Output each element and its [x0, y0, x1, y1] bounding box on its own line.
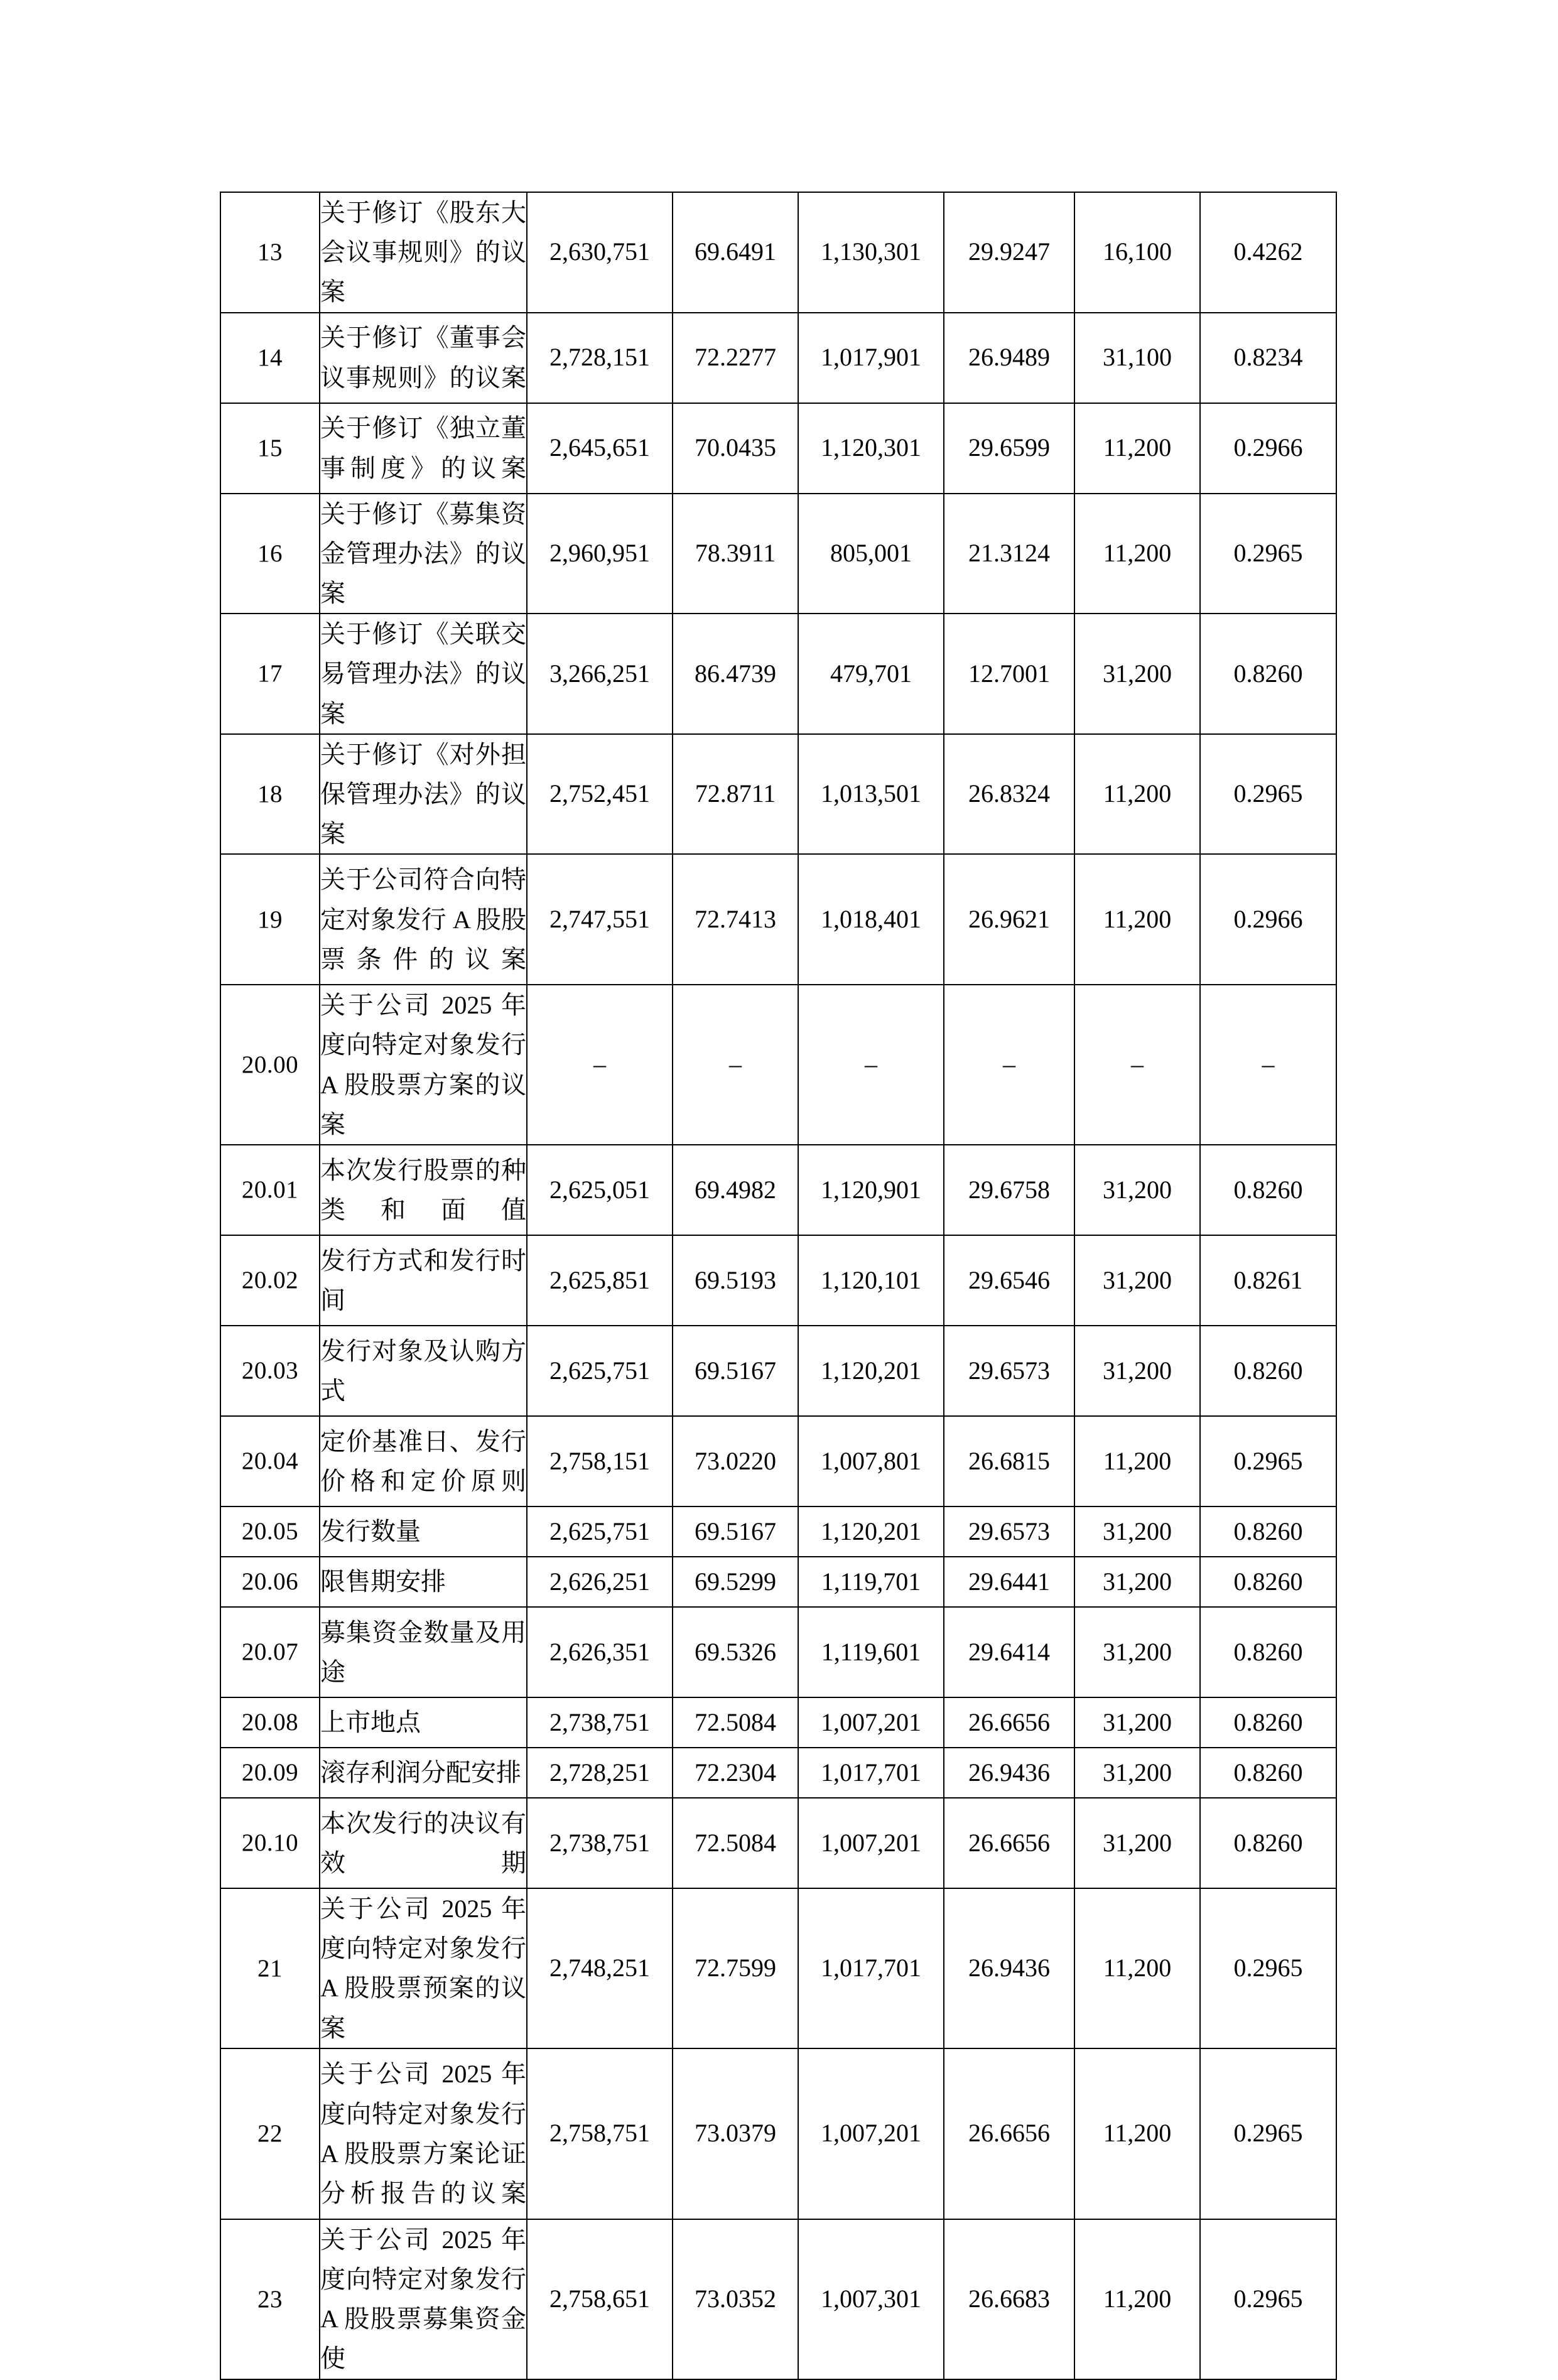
- against-percent-cell: 26.6815: [944, 1416, 1074, 1506]
- table-row: [220, 1697, 1336, 1748]
- abstain-percent-cell: 0.2966: [1200, 854, 1336, 985]
- abstain-percent-cell: 0.2965: [1200, 1416, 1336, 1506]
- agree-cell: 2,960,951: [527, 494, 673, 614]
- proposal-title-cell: 关于公司符合向特定对象发行 A 股股票条件的议案: [320, 854, 527, 985]
- proposal-number-cell: 20.01: [220, 1145, 320, 1235]
- abstain-percent-cell: –: [1200, 985, 1336, 1145]
- proposal-title-cell: 关于修订《关联交易管理办法》的议案: [320, 614, 527, 734]
- abstain-cell: 31,200: [1074, 1557, 1200, 1607]
- proposal-title-cell: 发行方式和发行时间: [320, 1235, 527, 1326]
- table-row: [220, 2048, 1336, 2219]
- agree-cell: 2,625,851: [527, 1235, 673, 1326]
- table-row: [220, 1235, 1336, 1326]
- table-row: [220, 1506, 1336, 1557]
- agree-cell: 2,752,451: [527, 734, 673, 855]
- table-row: [220, 1748, 1336, 1798]
- against-cell: 1,120,901: [798, 1145, 944, 1235]
- abstain-percent-cell: 0.8260: [1200, 1697, 1336, 1748]
- agree-cell: –: [527, 985, 673, 1145]
- agree-cell: 2,738,751: [527, 1697, 673, 1748]
- abstain-cell: 11,200: [1074, 2219, 1200, 2379]
- proposal-number-cell: 21: [220, 1888, 320, 2048]
- proposal-title-cell: 滚存利润分配安排: [320, 1748, 527, 1798]
- abstain-cell: 31,200: [1074, 1326, 1200, 1416]
- against-cell: 479,701: [798, 614, 944, 734]
- agree-percent-cell: 72.7413: [673, 854, 798, 985]
- agree-cell: 2,630,751: [527, 192, 673, 313]
- agree-percent-cell: 69.5167: [673, 1506, 798, 1557]
- agree-cell: 2,747,551: [527, 854, 673, 985]
- agree-cell: 2,626,351: [527, 1607, 673, 1697]
- against-cell: 1,120,101: [798, 1235, 944, 1326]
- against-cell: 1,017,901: [798, 313, 944, 403]
- proposal-title-cell: 上市地点: [320, 1697, 527, 1748]
- agree-percent-cell: 69.5326: [673, 1607, 798, 1697]
- against-cell: 1,007,201: [798, 1697, 944, 1748]
- against-cell: 1,119,701: [798, 1557, 944, 1607]
- abstain-cell: 11,200: [1074, 1416, 1200, 1506]
- abstain-cell: 31,200: [1074, 1235, 1200, 1326]
- agree-cell: 2,748,251: [527, 1888, 673, 2048]
- proposal-number-cell: 20.02: [220, 1235, 320, 1326]
- against-percent-cell: 29.6441: [944, 1557, 1074, 1607]
- table-row: [220, 734, 1336, 855]
- table-row: [220, 1326, 1336, 1416]
- agree-percent-cell: 86.4739: [673, 614, 798, 734]
- table-row: [220, 1416, 1336, 1506]
- agree-cell: 2,626,251: [527, 1557, 673, 1607]
- agree-cell: 2,758,651: [527, 2219, 673, 2379]
- table-row: [220, 2219, 1336, 2379]
- proposal-title-cell: 本次发行股票的种类和面值: [320, 1145, 527, 1235]
- proposal-number-cell: 20.05: [220, 1506, 320, 1557]
- vote-results-table: [220, 192, 1337, 2380]
- abstain-percent-cell: 0.8234: [1200, 313, 1336, 403]
- table-row: [220, 1888, 1336, 2048]
- proposal-title-cell: 募集资金数量及用途: [320, 1607, 527, 1697]
- table-row: [220, 1798, 1336, 1888]
- agree-percent-cell: 70.0435: [673, 403, 798, 494]
- abstain-cell: 11,200: [1074, 403, 1200, 494]
- against-cell: 1,120,301: [798, 403, 944, 494]
- agree-percent-cell: 69.5167: [673, 1326, 798, 1416]
- agree-cell: 2,758,151: [527, 1416, 673, 1506]
- abstain-cell: 31,200: [1074, 1506, 1200, 1557]
- abstain-percent-cell: 0.8260: [1200, 614, 1336, 734]
- against-cell: 1,017,701: [798, 1888, 944, 2048]
- abstain-cell: 16,100: [1074, 192, 1200, 313]
- against-percent-cell: 29.6414: [944, 1607, 1074, 1697]
- proposal-title-cell: 关于修订《募集资金管理办法》的议案: [320, 494, 527, 614]
- abstain-percent-cell: 0.8260: [1200, 1145, 1336, 1235]
- vote-results-table-container: [220, 192, 1336, 2380]
- agree-percent-cell: 72.2277: [673, 313, 798, 403]
- abstain-percent-cell: 0.8260: [1200, 1557, 1336, 1607]
- proposal-number-cell: 14: [220, 313, 320, 403]
- against-percent-cell: 21.3124: [944, 494, 1074, 614]
- proposal-title-cell: 关于修订《对外担保管理办法》的议案: [320, 734, 527, 855]
- against-cell: 1,120,201: [798, 1506, 944, 1557]
- abstain-percent-cell: 0.8261: [1200, 1235, 1336, 1326]
- table-row: [220, 1145, 1336, 1235]
- proposal-title-cell: 关于公司 2025 年度向特定对象发行 A 股股票方案论证分析报告的议案: [320, 2048, 527, 2219]
- abstain-percent-cell: 0.4262: [1200, 192, 1336, 313]
- abstain-percent-cell: 0.2965: [1200, 1888, 1336, 2048]
- abstain-cell: 31,200: [1074, 1798, 1200, 1888]
- agree-cell: 2,625,051: [527, 1145, 673, 1235]
- abstain-cell: 11,200: [1074, 1888, 1200, 2048]
- against-percent-cell: 26.6656: [944, 1798, 1074, 1888]
- against-cell: 1,007,201: [798, 1798, 944, 1888]
- agree-percent-cell: 73.0379: [673, 2048, 798, 2219]
- table-row: [220, 192, 1336, 313]
- against-percent-cell: 29.6573: [944, 1326, 1074, 1416]
- against-percent-cell: 29.6573: [944, 1506, 1074, 1557]
- abstain-cell: –: [1074, 985, 1200, 1145]
- abstain-percent-cell: 0.2965: [1200, 494, 1336, 614]
- against-cell: 1,018,401: [798, 854, 944, 985]
- proposal-number-cell: 20.03: [220, 1326, 320, 1416]
- agree-percent-cell: 72.7599: [673, 1888, 798, 2048]
- against-percent-cell: 26.6656: [944, 1697, 1074, 1748]
- abstain-percent-cell: 0.2966: [1200, 403, 1336, 494]
- table-row: [220, 854, 1336, 985]
- agree-percent-cell: 73.0220: [673, 1416, 798, 1506]
- agree-percent-cell: 72.2304: [673, 1748, 798, 1798]
- agree-cell: 2,728,151: [527, 313, 673, 403]
- against-cell: 1,130,301: [798, 192, 944, 313]
- agree-percent-cell: 69.6491: [673, 192, 798, 313]
- table-row: [220, 1557, 1336, 1607]
- abstain-percent-cell: 0.2965: [1200, 734, 1336, 855]
- agree-cell: 2,728,251: [527, 1748, 673, 1798]
- proposal-number-cell: 20.09: [220, 1748, 320, 1798]
- abstain-cell: 31,100: [1074, 313, 1200, 403]
- proposal-title-cell: 本次发行的决议有效期: [320, 1798, 527, 1888]
- proposal-title-cell: 关于公司 2025 年度向特定对象发行 A 股股票募集资金使: [320, 2219, 527, 2379]
- agree-percent-cell: 69.5193: [673, 1235, 798, 1326]
- agree-percent-cell: 72.5084: [673, 1798, 798, 1888]
- abstain-cell: 11,200: [1074, 854, 1200, 985]
- proposal-number-cell: 20.07: [220, 1607, 320, 1697]
- proposal-number-cell: 20.06: [220, 1557, 320, 1607]
- proposal-title-cell: 限售期安排: [320, 1557, 527, 1607]
- agree-percent-cell: 78.3911: [673, 494, 798, 614]
- against-cell: 1,119,601: [798, 1607, 944, 1697]
- agree-cell: 2,625,751: [527, 1326, 673, 1416]
- table-row: [220, 494, 1336, 614]
- abstain-cell: 11,200: [1074, 494, 1200, 614]
- abstain-percent-cell: 0.2965: [1200, 2048, 1336, 2219]
- against-percent-cell: 29.6599: [944, 403, 1074, 494]
- against-percent-cell: 26.9436: [944, 1748, 1074, 1798]
- against-percent-cell: 26.9621: [944, 854, 1074, 985]
- proposal-number-cell: 23: [220, 2219, 320, 2379]
- proposal-title-cell: 定价基准日、发行价格和定价原则: [320, 1416, 527, 1506]
- against-percent-cell: 12.7001: [944, 614, 1074, 734]
- proposal-number-cell: 20.10: [220, 1798, 320, 1888]
- proposal-number-cell: 17: [220, 614, 320, 734]
- agree-percent-cell: 73.0352: [673, 2219, 798, 2379]
- abstain-cell: 31,200: [1074, 1748, 1200, 1798]
- table-row: [220, 985, 1336, 1145]
- abstain-cell: 31,200: [1074, 1607, 1200, 1697]
- abstain-cell: 31,200: [1074, 1145, 1200, 1235]
- against-percent-cell: 29.6758: [944, 1145, 1074, 1235]
- table-row: [220, 403, 1336, 494]
- proposal-number-cell: 13: [220, 192, 320, 313]
- proposal-number-cell: 20.04: [220, 1416, 320, 1506]
- against-cell: –: [798, 985, 944, 1145]
- against-percent-cell: 26.6683: [944, 2219, 1074, 2379]
- against-percent-cell: 26.8324: [944, 734, 1074, 855]
- vote-results-table-body: [220, 192, 1336, 2379]
- abstain-percent-cell: 0.8260: [1200, 1506, 1336, 1557]
- agree-cell: 2,625,751: [527, 1506, 673, 1557]
- agree-cell: 2,758,751: [527, 2048, 673, 2219]
- table-row: [220, 1607, 1336, 1697]
- proposal-number-cell: 20.08: [220, 1697, 320, 1748]
- agree-cell: 2,645,651: [527, 403, 673, 494]
- abstain-cell: 11,200: [1074, 2048, 1200, 2219]
- agree-percent-cell: –: [673, 985, 798, 1145]
- proposal-number-cell: 22: [220, 2048, 320, 2219]
- agree-percent-cell: 72.8711: [673, 734, 798, 855]
- against-cell: 1,017,701: [798, 1748, 944, 1798]
- proposal-title-cell: 关于修订《董事会议事规则》的议案: [320, 313, 527, 403]
- against-cell: 805,001: [798, 494, 944, 614]
- against-percent-cell: 29.6546: [944, 1235, 1074, 1326]
- against-cell: 1,007,201: [798, 2048, 944, 2219]
- proposal-title-cell: 关于公司 2025 年度向特定对象发行 A 股股票预案的议案: [320, 1888, 527, 2048]
- proposal-title-cell: 发行对象及认购方式: [320, 1326, 527, 1416]
- proposal-number-cell: 15: [220, 403, 320, 494]
- table-row: [220, 614, 1336, 734]
- proposal-number-cell: 19: [220, 854, 320, 985]
- against-cell: 1,120,201: [798, 1326, 944, 1416]
- abstain-cell: 31,200: [1074, 1697, 1200, 1748]
- agree-percent-cell: 69.5299: [673, 1557, 798, 1607]
- agree-cell: 3,266,251: [527, 614, 673, 734]
- abstain-percent-cell: 0.8260: [1200, 1326, 1336, 1416]
- abstain-cell: 11,200: [1074, 734, 1200, 855]
- abstain-percent-cell: 0.8260: [1200, 1798, 1336, 1888]
- proposal-number-cell: 18: [220, 734, 320, 855]
- proposal-title-cell: 发行数量: [320, 1506, 527, 1557]
- abstain-cell: 31,200: [1074, 614, 1200, 734]
- abstain-percent-cell: 0.8260: [1200, 1748, 1336, 1798]
- table-row: [220, 313, 1336, 403]
- proposal-number-cell: 16: [220, 494, 320, 614]
- agree-percent-cell: 69.4982: [673, 1145, 798, 1235]
- against-percent-cell: 29.9247: [944, 192, 1074, 313]
- proposal-title-cell: 关于公司 2025 年度向特定对象发行 A 股股票方案的议案: [320, 985, 527, 1145]
- against-cell: 1,013,501: [798, 734, 944, 855]
- abstain-percent-cell: 0.8260: [1200, 1607, 1336, 1697]
- against-percent-cell: 26.9436: [944, 1888, 1074, 2048]
- against-percent-cell: –: [944, 985, 1074, 1145]
- against-percent-cell: 26.9489: [944, 313, 1074, 403]
- abstain-percent-cell: 0.2965: [1200, 2219, 1336, 2379]
- agree-percent-cell: 72.5084: [673, 1697, 798, 1748]
- proposal-title-cell: 关于修订《股东大会议事规则》的议案: [320, 192, 527, 313]
- against-percent-cell: 26.6656: [944, 2048, 1074, 2219]
- proposal-number-cell: 20.00: [220, 985, 320, 1145]
- agree-cell: 2,738,751: [527, 1798, 673, 1888]
- against-cell: 1,007,301: [798, 2219, 944, 2379]
- proposal-title-cell: 关于修订《独立董事制度》的议案: [320, 403, 527, 494]
- against-cell: 1,007,801: [798, 1416, 944, 1506]
